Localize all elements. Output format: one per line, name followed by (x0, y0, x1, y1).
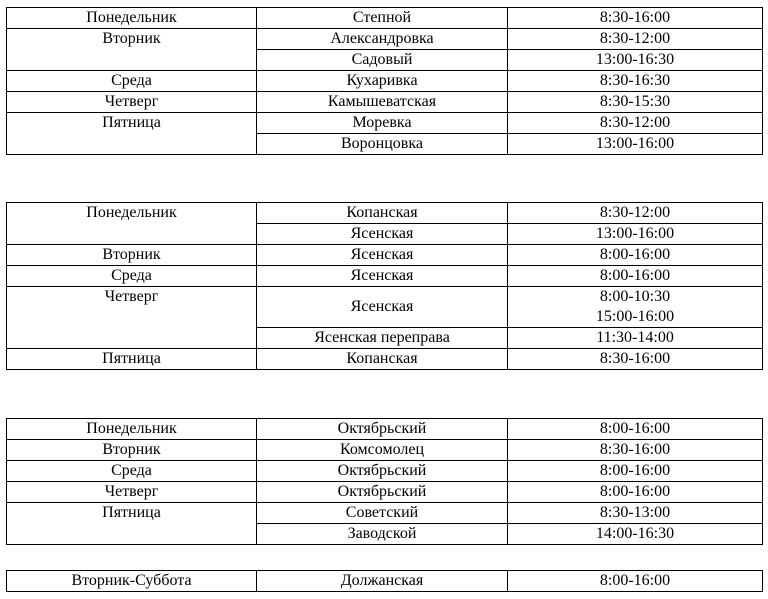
day-cell: Пятница (7, 503, 257, 545)
location-cell: Октябрьский (257, 419, 508, 440)
time-cell: 8:30-12:00 (508, 203, 763, 224)
time-line: 8:00-10:30 (599, 288, 671, 305)
location-cell: Ясенская переправа (257, 328, 508, 349)
table-row (7, 349, 763, 370)
location-cell: Степной (257, 8, 508, 29)
table-row (7, 503, 763, 524)
day-cell: Четверг (7, 287, 257, 349)
location-cell: Ясенская (257, 224, 508, 245)
location-cell: Ясенская (257, 287, 508, 328)
time-cell: 8:30-16:00 (508, 8, 763, 29)
time-cell: 8:30-16:00 (508, 440, 763, 461)
day-cell: Понедельник (7, 8, 257, 29)
location-cell: Камышеватская (257, 92, 508, 113)
time-cell: 8:30-12:00 (508, 113, 763, 134)
table-row (7, 571, 763, 592)
day-cell: Вторник (7, 440, 257, 461)
time-line: 15:00-16:00 (595, 308, 675, 325)
day-cell: Вторник (7, 29, 257, 71)
location-cell: Воронцовка (257, 134, 508, 155)
table-row (7, 113, 763, 134)
day-cell: Пятница (7, 349, 257, 370)
schedule-table-2 (6, 202, 763, 370)
location-cell: Садовый (257, 50, 508, 71)
day-cell: Четверг (7, 92, 257, 113)
table-row (7, 419, 763, 440)
table-row (7, 29, 763, 50)
day-cell: Среда (7, 461, 257, 482)
time-cell: 8:00-16:00 (508, 571, 763, 592)
day-cell: Четверг (7, 482, 257, 503)
location-cell: Александровка (257, 29, 508, 50)
location-cell: Должанская (257, 571, 508, 592)
schedule-table-1 (6, 7, 763, 155)
location-cell: Ясенская (257, 266, 508, 287)
time-cell: 13:00-16:30 (508, 50, 763, 71)
time-cell: 8:00-16:00 (508, 245, 763, 266)
table-row (7, 71, 763, 92)
location-cell: Копанская (257, 203, 508, 224)
schedule-table-3 (6, 418, 763, 545)
location-cell: Октябрьский (257, 482, 508, 503)
location-cell: Моревка (257, 113, 508, 134)
time-cell: 8:00-16:00 (508, 482, 763, 503)
day-cell: Понедельник (7, 419, 257, 440)
table-row (7, 482, 763, 503)
time-cell: 8:30-15:30 (508, 92, 763, 113)
schedule-table-4 (6, 570, 763, 592)
time-cell: 8:00-16:00 (508, 419, 763, 440)
time-cell (508, 287, 763, 328)
location-cell: Советский (257, 503, 508, 524)
time-cell: 13:00-16:00 (508, 224, 763, 245)
time-cell: 8:30-12:00 (508, 29, 763, 50)
table-row (7, 203, 763, 224)
location-cell: Кухаривка (257, 71, 508, 92)
time-cell: 8:30-13:00 (508, 503, 763, 524)
table-row (7, 8, 763, 29)
day-cell: Вторник (7, 245, 257, 266)
location-cell: Комсомолец (257, 440, 508, 461)
location-cell: Заводской (257, 524, 508, 545)
time-cell: 8:30-16:30 (508, 71, 763, 92)
table-row (7, 440, 763, 461)
table-row (7, 266, 763, 287)
table-row (7, 92, 763, 113)
day-cell: Среда (7, 266, 257, 287)
time-cell: 13:00-16:00 (508, 134, 763, 155)
day-cell: Понедельник (7, 203, 257, 245)
day-cell: Вторник-Суббота (7, 571, 257, 592)
time-cell: 14:00-16:30 (508, 524, 763, 545)
location-cell: Ясенская (257, 245, 508, 266)
location-cell: Копанская (257, 349, 508, 370)
table-row (7, 245, 763, 266)
day-cell: Среда (7, 71, 257, 92)
time-cell: 8:00-16:00 (508, 461, 763, 482)
time-cell: 11:30-14:00 (508, 328, 763, 349)
table-row (7, 461, 763, 482)
table-row (7, 287, 763, 328)
location-cell: Октябрьский (257, 461, 508, 482)
time-cell: 8:30-16:00 (508, 349, 763, 370)
time-cell: 8:00-16:00 (508, 266, 763, 287)
day-cell: Пятница (7, 113, 257, 155)
